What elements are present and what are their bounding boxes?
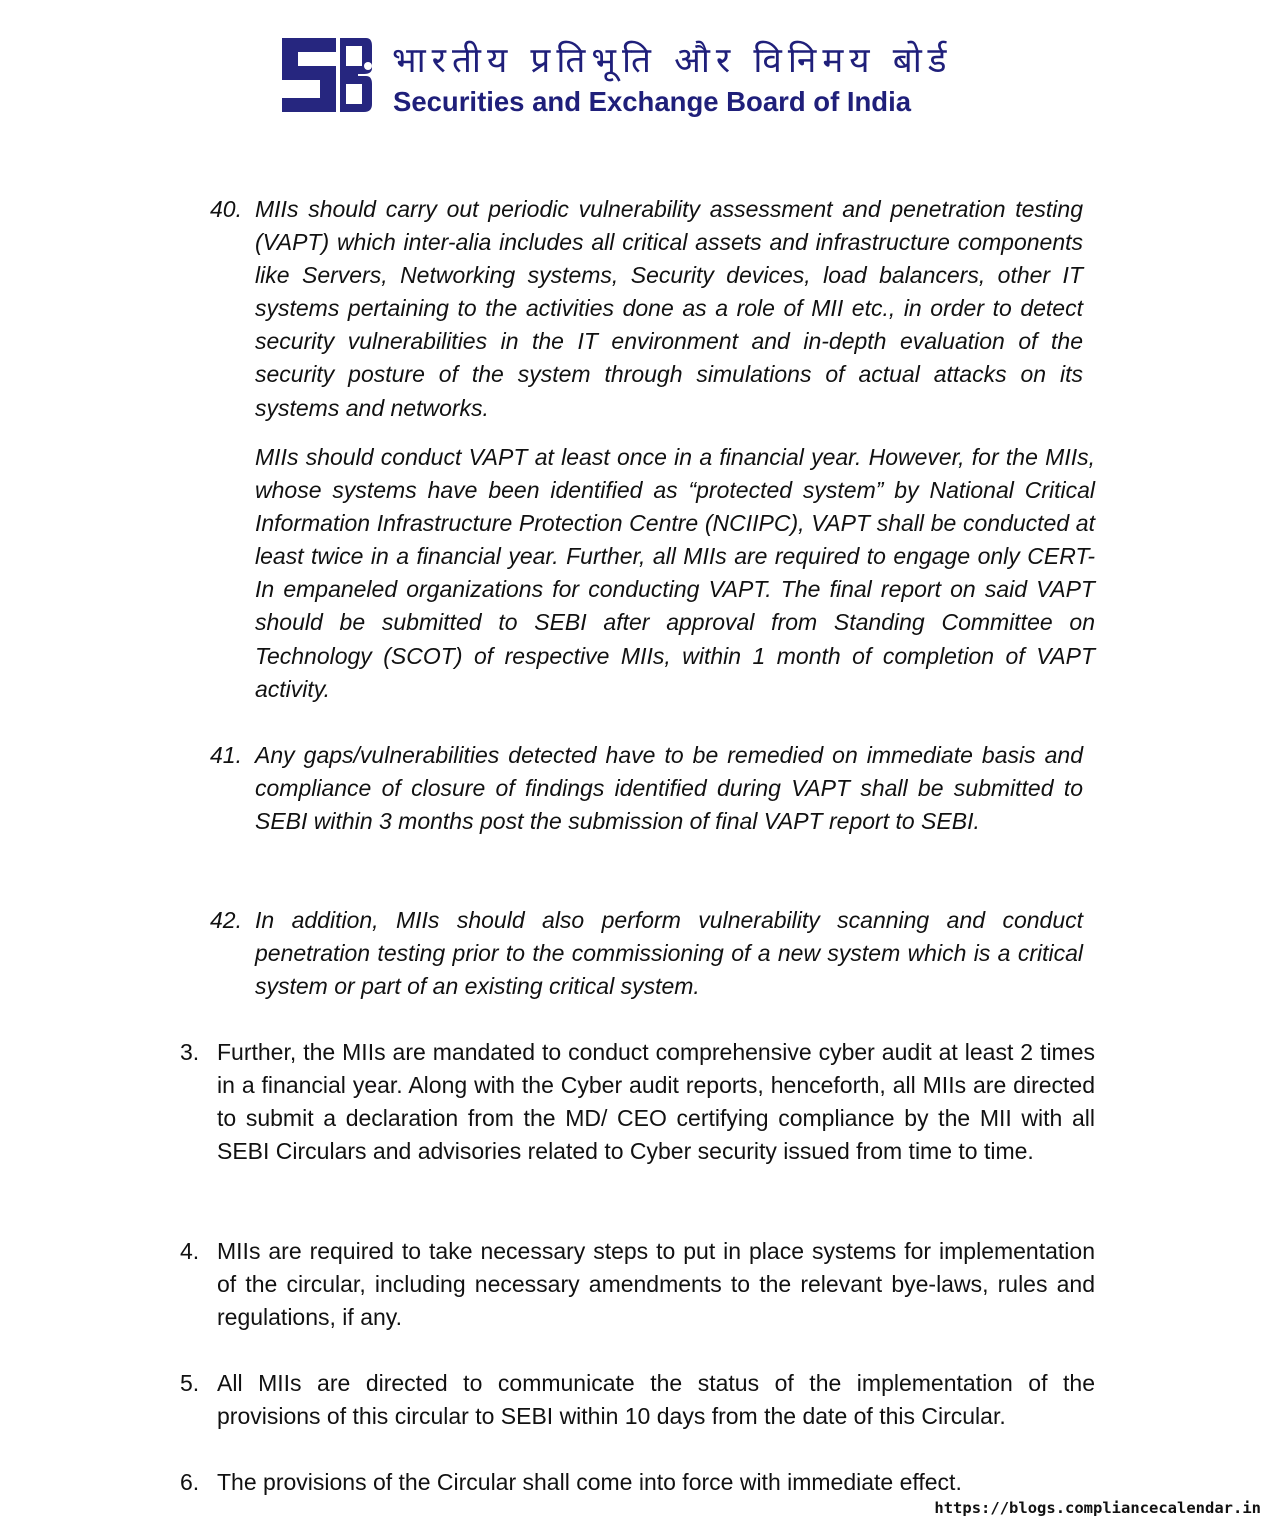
title-english: Securities and Exchange Board of India bbox=[393, 86, 912, 117]
title-hindi: भारतीय प्रतिभूति और विनिमय बोर्ड bbox=[392, 41, 953, 81]
footer-url[interactable]: https://blogs.compliancecalendar.in bbox=[934, 1499, 1261, 1517]
clause-paragraph: MIIs should conduct VAPT at least once in a financial year. However, for the MIIs, whose systems have been identified as “protected system” by National Critical Information Infrastructure Protection Centre (NCIIPC), VAPT shall be conducted at least twice in a financial year. Further, all MIIs are required to engage only CERT-In empaneled organizations for conducting VAPT. The final report on said VAPT should be submitted to SEBI after approval from Standing Committee on Technology (SCOT) of respective MIIs, within 1 month of completion of VAPT activity. bbox=[255, 444, 1095, 702]
clause-paragraph: In addition, MIIs should also perform vulnerability scanning and conduct penetration testing prior to the commissioning of a new system which is a critical system or part of an existing critical system. bbox=[255, 907, 1083, 1000]
item-number: 6. bbox=[180, 1469, 200, 1495]
item-text: The provisions of the Circular shall come into force with immediate effect. bbox=[217, 1469, 962, 1495]
item-text: Further, the MIIs are mandated to conduct comprehensive cyber audit at least 2 times in a financial year. Along with the Cyber audit reports, henceforth, all MIIs are directed to submit a declaration from the MD/ CEO certifying compliance by the MII with all SEBI Circulars and advisories related to Cyber security issued from time to time. bbox=[217, 1039, 1095, 1165]
clause-number: 42. bbox=[210, 907, 242, 933]
clause-number: 40. bbox=[210, 196, 242, 222]
item-text: All MIIs are directed to communicate the status of the implementation of the provisions of this circular to SEBI within 10 days from the date of this Circular. bbox=[217, 1370, 1095, 1430]
clause-number: 41. bbox=[210, 742, 242, 768]
item-number: 5. bbox=[180, 1370, 200, 1396]
item-number: 3. bbox=[180, 1039, 200, 1065]
item-number: 4. bbox=[180, 1238, 200, 1264]
item-text: MIIs are required to take necessary steps to put in place systems for implementation of the circular, including necessary amendments to the relevant bye-laws, rules and regulations, if any. bbox=[217, 1238, 1095, 1331]
clause-paragraph: Any gaps/vulnerabilities detected have to be remedied on immediate basis and compliance of closure of findings identified during VAPT shall be submitted to SEBI within 3 months post the submission of final VAPT report to SEBI. bbox=[255, 742, 1083, 835]
letterhead bbox=[280, 36, 980, 116]
clause-paragraph: MIIs should carry out periodic vulnerability assessment and penetration testing (VAPT) which inter-alia includes all critical assets and infrastructure components like Servers, Networking systems, Security devices, load balancers, other IT systems pertaining to the activities done as a role of MII etc., in order to detect security vulnerabilities in the IT environment and in-depth evaluation of the security posture of the system through simulations of actual attacks on its systems and networks. bbox=[255, 196, 1083, 421]
sebi-logo-icon bbox=[280, 36, 372, 114]
